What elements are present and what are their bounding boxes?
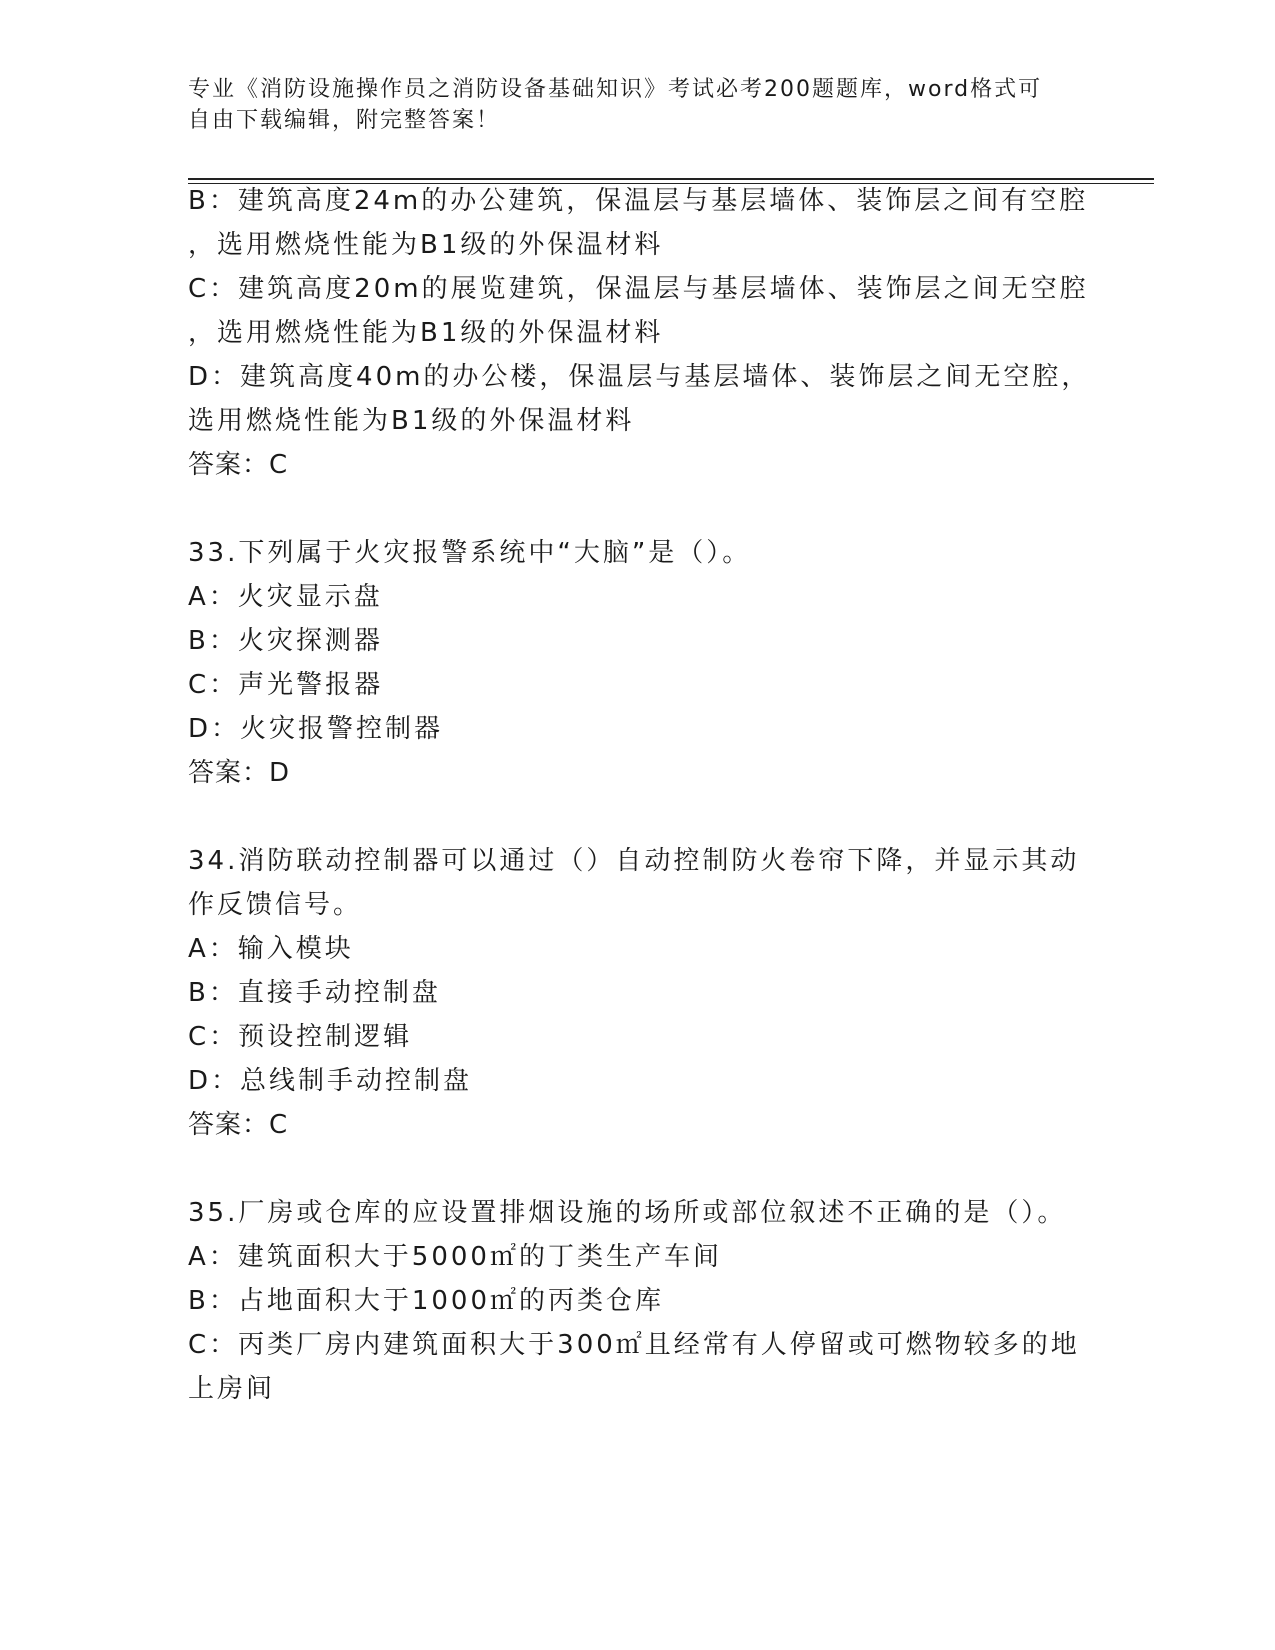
option-c-q35-cont: 上房间 — [188, 1374, 276, 1404]
option-a-q33: A：火灾显示盘 — [188, 582, 383, 612]
option-c-q32: C：建筑高度20m的展览建筑，保温层与基层墙体、装饰层之间无空腔 — [188, 274, 1089, 304]
answer-q33: 答案：D — [188, 758, 291, 788]
option-a-q35: A：建筑面积大于5000㎡的丁类生产车间 — [188, 1242, 722, 1272]
option-d-q32: D：建筑高度40m的办公楼，保温层与基层墙体、装饰层之间无空腔， — [188, 362, 1091, 392]
option-b-q32-cont: ，选用燃烧性能为B1级的外保温材料 — [188, 230, 664, 260]
question-34-cont: 作反馈信号。 — [188, 890, 363, 920]
header-line-1: 专业《消防设施操作员之消防设备基础知识》考试必考200题题库，word格式可 — [188, 77, 1043, 102]
answer-q32: 答案：C — [188, 450, 289, 480]
option-b-q33: B：火灾探测器 — [188, 626, 383, 656]
option-b-q34: B：直接手动控制盘 — [188, 978, 441, 1008]
option-d-q32-cont: 选用燃烧性能为B1级的外保温材料 — [188, 406, 635, 436]
option-c-q35: C：丙类厂房内建筑面积大于300㎡且经常有人停留或可燃物较多的地 — [188, 1330, 1080, 1360]
header-line-2: 自由下载编辑，附完整答案！ — [188, 108, 501, 133]
option-b-q32: B：建筑高度24m的办公建筑，保温层与基层墙体、装饰层之间有空腔 — [188, 186, 1089, 216]
option-d-q34: D：总线制手动控制盘 — [188, 1066, 473, 1096]
page-header — [188, 74, 1068, 136]
option-d-q33: D：火灾报警控制器 — [188, 714, 444, 744]
option-b-q35: B：占地面积大于1000㎡的丙类仓库 — [188, 1286, 665, 1316]
option-c-q34: C：预设控制逻辑 — [188, 1022, 413, 1052]
option-c-q33: C：声光警报器 — [188, 670, 384, 700]
header-rule-thick — [188, 178, 1154, 180]
option-c-q32-cont: ，选用燃烧性能为B1级的外保温材料 — [188, 318, 664, 348]
question-35: 35.厂房或仓库的应设置排烟设施的场所或部位叙述不正确的是（）。 — [188, 1198, 1067, 1228]
question-33: 33.下列属于火灾报警系统中“大脑”是（）。 — [188, 538, 752, 568]
option-a-q34: A：输入模块 — [188, 934, 354, 964]
question-34: 34.消防联动控制器可以通过（）自动控制防火卷帘下降，并显示其动 — [188, 846, 1080, 876]
answer-q34: 答案：C — [188, 1110, 289, 1140]
